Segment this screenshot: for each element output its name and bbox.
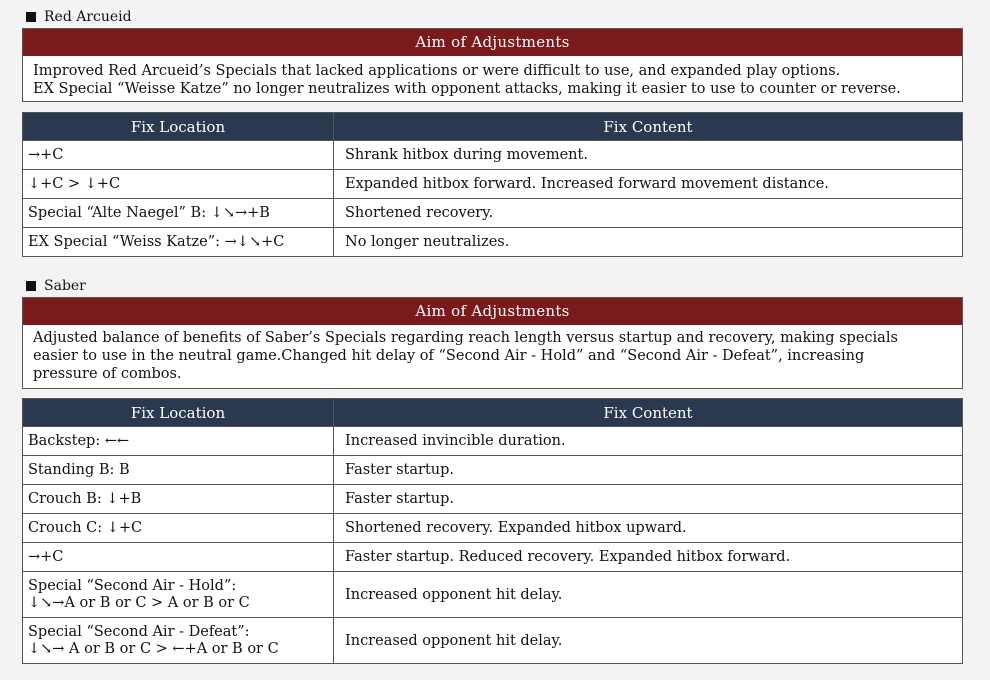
fix-location: Crouch B: ↓+B: [23, 485, 334, 514]
fix-content: Shortened recovery. Expanded hitbox upward.: [334, 514, 963, 543]
fix-content: Increased opponent hit delay.: [334, 572, 963, 618]
aim-line: EX Special “Weisse Katze” no longer neutralizes with opponent attacks, making it easier to use to counter or reverse.: [33, 81, 901, 97]
fix-content: Faster startup.: [334, 456, 963, 485]
fix-location: [23, 618, 334, 664]
table-row: [23, 141, 963, 170]
table-row: [23, 427, 963, 456]
table-row: [23, 199, 963, 228]
table-row: [23, 170, 963, 199]
section-title-text: Red Arcueid: [44, 9, 132, 25]
aim-body: [23, 56, 962, 98]
aim-box-red-arcueid: [22, 28, 963, 102]
fix-content: No longer neutralizes.: [334, 228, 963, 257]
fix-content: Shrank hitbox during movement.: [334, 141, 963, 170]
column-header-content: Fix Content: [334, 399, 963, 427]
fix-location: Standing B: B: [23, 456, 334, 485]
table-row: [23, 456, 963, 485]
fix-location-line: ↓↘→A or B or C > A or B or C: [28, 594, 250, 611]
section-title-text: Saber: [44, 278, 86, 294]
fix-content: Shortened recovery.: [334, 199, 963, 228]
aim-line: easier to use in the neutral game.Changed hit delay of “Second Air - Hold” and “Second Air - Defeat”, increasing: [33, 348, 865, 364]
square-bullet-icon: [26, 12, 36, 22]
fix-content: Increased invincible duration.: [334, 427, 963, 456]
aim-box-saber: [22, 297, 963, 389]
fix-table-red-arcueid: [22, 112, 963, 257]
column-header-location: Fix Location: [23, 399, 334, 427]
fix-table-saber: [22, 398, 963, 664]
aim-line: Improved Red Arcueid’s Specials that lacked applications or were difficult to use, and expanded play options.: [33, 63, 841, 79]
table-row: [23, 618, 963, 664]
fix-content: Faster startup. Reduced recovery. Expanded hitbox forward.: [334, 543, 963, 572]
fix-location: EX Special “Weiss Katze”: →↓↘+C: [23, 228, 334, 257]
section-title-red-arcueid: [26, 7, 132, 27]
table-row: [23, 228, 963, 257]
fix-content: Expanded hitbox forward. Increased forward movement distance.: [334, 170, 963, 199]
fix-location-line: Special “Second Air - Defeat”:: [28, 623, 250, 640]
table-row: [23, 514, 963, 543]
table-row: [23, 572, 963, 618]
table-row: [23, 543, 963, 572]
fix-content: Increased opponent hit delay.: [334, 618, 963, 664]
fix-location: Backstep: ←←: [23, 427, 334, 456]
fix-location: [23, 572, 334, 618]
aim-line: pressure of combos.: [33, 366, 182, 382]
table-row: [23, 485, 963, 514]
fix-location: Special “Alte Naegel” B: ↓↘→+B: [23, 199, 334, 228]
section-title-saber: [26, 276, 86, 296]
aim-header: Aim of Adjustments: [23, 298, 962, 325]
aim-body: [23, 325, 962, 383]
aim-line: Adjusted balance of benefits of Saber’s Specials regarding reach length versus startup and recovery, making specials: [33, 330, 898, 346]
square-bullet-icon: [26, 281, 36, 291]
fix-location-line: ↓↘→ A or B or C > ←+A or B or C: [28, 640, 279, 657]
fix-content: Faster startup.: [334, 485, 963, 514]
fix-location-line: Special “Second Air - Hold”:: [28, 577, 237, 594]
fix-location: Crouch C: ↓+C: [23, 514, 334, 543]
column-header-location: Fix Location: [23, 113, 334, 141]
fix-location: →+C: [23, 141, 334, 170]
column-header-content: Fix Content: [334, 113, 963, 141]
aim-header: Aim of Adjustments: [23, 29, 962, 56]
fix-location: →+C: [23, 543, 334, 572]
fix-location: ↓+C > ↓+C: [23, 170, 334, 199]
